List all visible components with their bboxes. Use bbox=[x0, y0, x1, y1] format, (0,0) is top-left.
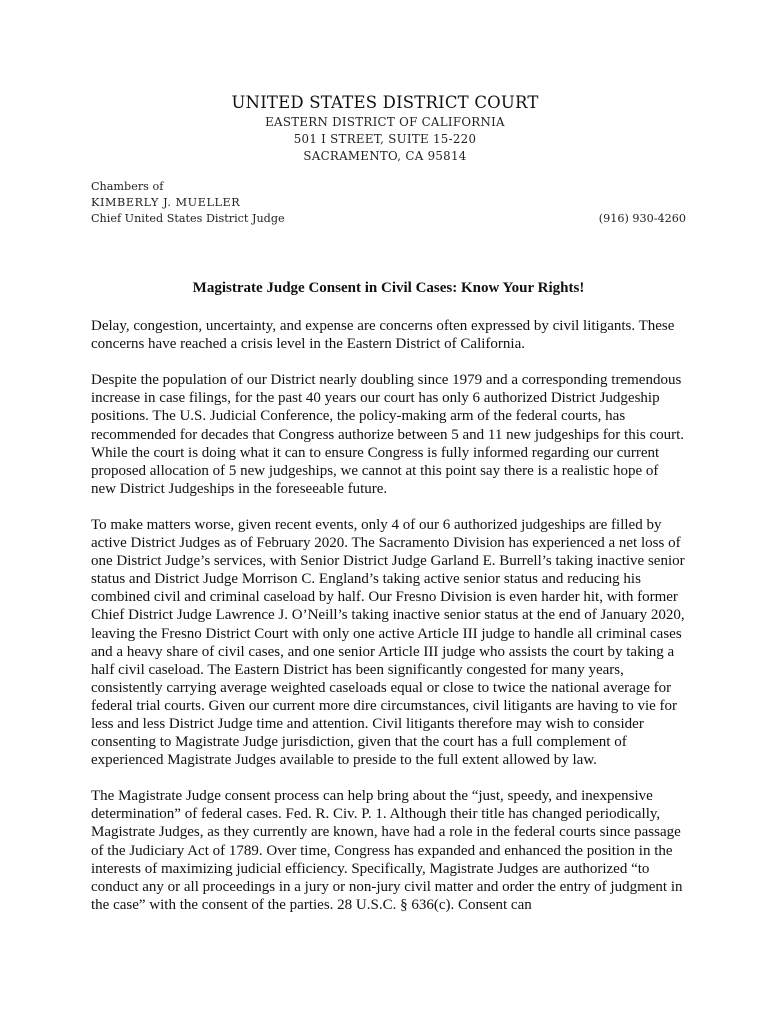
judge-name: KIMBERLY J. MUELLER bbox=[91, 196, 241, 209]
chambers-block bbox=[91, 179, 686, 227]
document-title: Magistrate Judge Consent in Civil Cases: Know Your Rights! bbox=[192, 280, 585, 296]
paragraph-2: Despite the population of our District nearly doubling since 1979 and a corresponding tremendous increase in case filings, for the past 40 years our court has only 6 authorized District Judgeship positions. The U.S. Judicial Conference, the policy-making arm of the federal courts, has recommended for decades that Congress authorize between 5 and 11 new judgeships for this court. While the court is doing what it can to ensure Congress is fully informed regarding our current proposed allocation of 5 new judgeships, we cannot at this point say there is a realistic hope of new District Judgeships in the foreseeable future. bbox=[91, 372, 685, 497]
court-name: UNITED STATES DISTRICT COURT bbox=[231, 93, 539, 112]
court-city-address: SACRAMENTO, CA 95814 bbox=[303, 149, 467, 163]
letterhead bbox=[0, 92, 770, 165]
judge-title-row bbox=[91, 211, 686, 227]
paragraph-4: The Magistrate Judge consent process can help bring about the “just, speedy, and inexpensive determination” of federal cases. Fed. R. Civ. P. 1. Although their title has changed periodically, Magistrate Judges, as they currently are known, have had a role in the federal courts since passage of the Judiciary Act of 1789. Over time, Congress has expanded and enhanced the position in the interests of maximizing judicial efficiency. Specifically, Magistrate Judges are authorized “to conduct any or all proceedings in a jury or non-jury civil matter and order the entry of judgment in the case” with the consent of the parties. 28 U.S.C. § 636(c). Consent can bbox=[91, 788, 683, 913]
document-body bbox=[91, 279, 686, 932]
chambers-line: Chambers of bbox=[91, 180, 164, 193]
court-district: EASTERN DISTRICT OF CALIFORNIA bbox=[265, 115, 505, 129]
paragraph-1: Delay, congestion, uncertainty, and expense are concerns often expressed by civil litigants. These concerns have reached a crisis level in the Eastern District of California. bbox=[91, 318, 675, 353]
paragraph-3: To make matters worse, given recent events, only 4 of our 6 authorized judgeships are filled by active District Judges as of February 2020. The Sacramento Division has experienced a net loss of one District Judge’s services, with Senior District Judge Garland E. Burrell’s taking inactive senior status and District Judge Morrison C. England’s taking active senior status and reducing his combined civil and criminal caseload by half. Our Fresno Division is even harder hit, with former Chief District Judge Lawrence J. O’Neill’s taking inactive senior status at the end of January 2020, leaving the Fresno District Court with only one active Article III judge to handle all criminal cases and a heavy share of civil cases, and one senior Article III judge who assists the court by taking a half civil caseload. The Eastern District has been significantly congested for many years, consistently carrying average weighted caseloads equal or close to twice the national average for federal trial courts. Given our current more dire circumstances, civil litigants are having to vie for less and less District Judge time and attention. Civil litigants therefore may wish to consider consenting to Magistrate Judge jurisdiction, given that the court has a full complement of experienced Magistrate Judges available to preside to the full extent allowed by law. bbox=[91, 516, 685, 769]
judge-title: Chief United States District Judge bbox=[91, 212, 285, 225]
court-street-address: 501 I STREET, SUITE 15-220 bbox=[293, 132, 477, 146]
chambers-phone: (916) 930-4260 bbox=[598, 212, 686, 225]
